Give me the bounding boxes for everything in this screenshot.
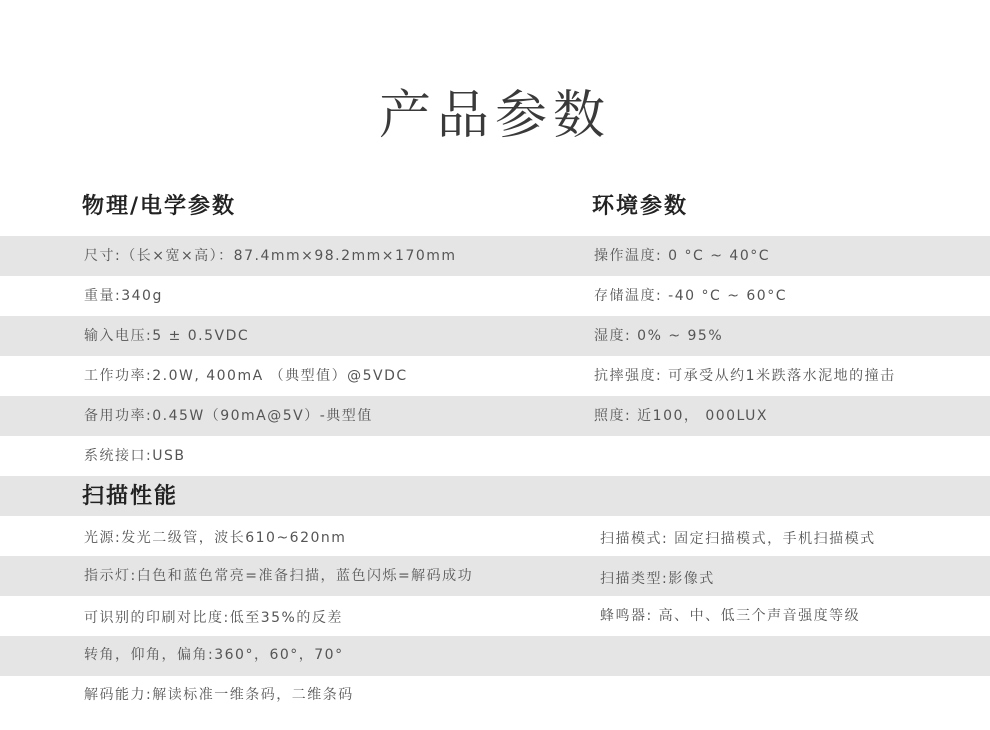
section-heading-scan: 扫描性能 [82, 484, 179, 509]
spec-item-input-voltage: 输入电压:5 ± 0.5VDC [84, 328, 250, 344]
spec-item-interface: 系统接口:USB [84, 448, 186, 464]
spec-item-illuminance: 照度: 近100， 000LUX [594, 408, 769, 424]
spec-item-dimensions: 尺寸:（长×宽×高）：87.4mm×98.2mm×170mm [84, 248, 457, 264]
spec-item-storage-temp: 存储温度: -40 °C ~ 60°C [594, 288, 787, 304]
page-title: 产品参数 [378, 86, 611, 146]
spec-item-buzzer: 蜂鸣器: 高、中、低三个声音强度等级 [600, 608, 861, 624]
spec-item-humidity: 湿度: 0% ~ 95% [594, 328, 724, 344]
spec-item-drop-resistance: 抗摔强度: 可承受从约1米跌落水泥地的撞击 [594, 368, 896, 384]
spec-item-standby-power: 备用功率:0.45W（90mA@5V）-典型值 [84, 408, 373, 424]
spec-item-scan-type: 扫描类型:影像式 [600, 571, 715, 587]
section-heading-physical: 物理/电学参数 [82, 194, 237, 219]
spec-item-weight: 重量:340g [84, 288, 163, 304]
spec-item-angles: 转角，仰角，偏角:360°，60°，70° [84, 647, 344, 663]
spec-item-decode: 解码能力:解读标准一维条码，二维条码 [84, 687, 354, 703]
spec-item-scan-mode: 扫描模式: 固定扫描模式，手机扫描模式 [600, 531, 876, 547]
spec-item-print-contrast: 可识别的印刷对比度:低至35%的反差 [84, 610, 343, 626]
section-heading-environment: 环境参数 [592, 194, 689, 219]
spec-item-light-source: 光源:发光二级管，波长610~620nm [84, 530, 347, 546]
spec-item-operating-temp: 操作温度: 0 °C ~ 40°C [594, 248, 771, 264]
spec-item-indicator: 指示灯:白色和蓝色常亮=准备扫描，蓝色闪烁=解码成功 [84, 568, 474, 584]
spec-item-working-power: 工作功率:2.0W, 400mA （典型值）@5VDC [84, 368, 408, 384]
